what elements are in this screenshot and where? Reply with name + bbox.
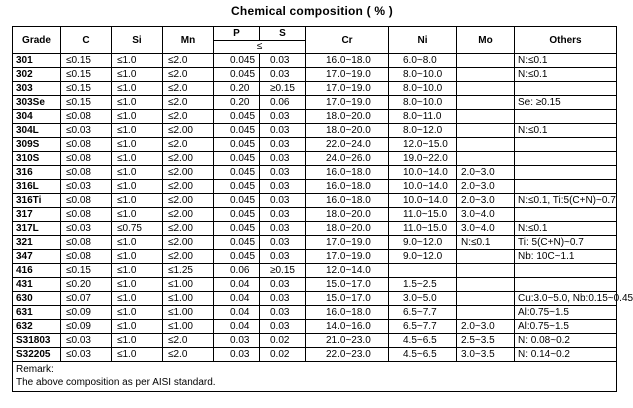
remark-cell (13, 362, 617, 392)
cell-c: ≤0.03 (61, 124, 112, 138)
cell-cr: 17.0~19.0 (306, 96, 389, 110)
cell-grade: 301 (13, 54, 61, 68)
cell-mn: ≤2.0 (163, 138, 214, 152)
cell-c: ≤0.20 (61, 278, 112, 292)
cell-si: ≤0.75 (112, 222, 163, 236)
cell-grade: 304L (13, 124, 61, 138)
cell-mo (457, 292, 515, 306)
cell-mo (457, 138, 515, 152)
cell-s: 0.03 (260, 138, 306, 152)
cell-ni: 1.5~2.5 (389, 278, 457, 292)
cell-p: 0.03 (214, 334, 260, 348)
cell-others (515, 110, 617, 124)
cell-s: 0.06 (260, 96, 306, 110)
cell-mo (457, 124, 515, 138)
chemical-composition-table (12, 26, 633, 392)
cell-cr: 18.0~20.0 (306, 124, 389, 138)
cell-ni: 6.0~8.0 (389, 54, 457, 68)
header-mn: Mn (163, 27, 214, 54)
cell-mo: 2.0~3.0 (457, 166, 515, 180)
cell-p: 0.06 (214, 264, 260, 278)
cell-ni: 3.0~5.0 (389, 292, 457, 306)
cell-mn: ≤2.0 (163, 110, 214, 124)
cell-mn: ≤2.00 (163, 250, 214, 264)
cell-s: 0.03 (260, 278, 306, 292)
cell-p: 0.045 (214, 54, 260, 68)
cell-mn: ≤2.0 (163, 68, 214, 82)
cell-c: ≤0.08 (61, 166, 112, 180)
cell-others (515, 166, 617, 180)
cell-cr: 18.0~20.0 (306, 208, 389, 222)
cell-c: ≤0.08 (61, 110, 112, 124)
cell-ni: 8.0~11.0 (389, 110, 457, 124)
cell-grade: 316 (13, 166, 61, 180)
cell-mn: ≤1.00 (163, 278, 214, 292)
cell-c: ≤0.08 (61, 194, 112, 208)
header-others: Others (515, 27, 617, 54)
cell-cr: 17.0~19.0 (306, 236, 389, 250)
cell-c: ≤0.08 (61, 236, 112, 250)
cell-others: N:≤0.1 (515, 54, 617, 68)
table-row (13, 68, 617, 82)
cell-si: ≤1.0 (112, 110, 163, 124)
header-max-symbol: ≤ (214, 40, 306, 54)
cell-ni: 9.0~12.0 (389, 250, 457, 264)
cell-mo (457, 96, 515, 110)
cell-grade: 630 (13, 292, 61, 306)
cell-others: Al:0.75~1.5 (515, 320, 617, 334)
cell-others: Nb: 10C~1.1 (515, 250, 617, 264)
cell-c: ≤0.09 (61, 320, 112, 334)
cell-mo: 3.0~4.0 (457, 208, 515, 222)
cell-si: ≤1.0 (112, 54, 163, 68)
cell-grade: 632 (13, 320, 61, 334)
remark-text: The above composition as per AISI standard. (16, 377, 216, 388)
cell-ni: 6.5~7.7 (389, 306, 457, 320)
cell-c: ≤0.03 (61, 222, 112, 236)
cell-mn: ≤2.0 (163, 96, 214, 110)
table-body (13, 54, 633, 362)
cell-s: 0.03 (260, 208, 306, 222)
cell-p: 0.045 (214, 222, 260, 236)
cell-cr: 16.0~18.0 (306, 194, 389, 208)
table-row (13, 82, 617, 96)
cell-others: N: 0.08~0.2 (515, 334, 617, 348)
header-grade: Grade (13, 27, 61, 54)
cell-mo: 3.0~3.5 (457, 348, 515, 362)
cell-cr: 15.0~17.0 (306, 292, 389, 306)
cell-ni: 10.0~14.0 (389, 180, 457, 194)
cell-c: ≤0.15 (61, 54, 112, 68)
cell-s: 0.03 (260, 110, 306, 124)
cell-grade: 302 (13, 68, 61, 82)
cell-si: ≤1.0 (112, 236, 163, 250)
cell-s: 0.03 (260, 320, 306, 334)
cell-mo (457, 278, 515, 292)
cell-ni: 10.0~14.0 (389, 194, 457, 208)
cell-mo (457, 54, 515, 68)
cell-mo (457, 250, 515, 264)
cell-si: ≤1.0 (112, 124, 163, 138)
cell-ni: 4.5~6.5 (389, 348, 457, 362)
cell-si: ≤1.0 (112, 348, 163, 362)
cell-si: ≤1.0 (112, 180, 163, 194)
cell-cr: 14.0~16.0 (306, 320, 389, 334)
cell-others: Ti: 5(C+N)~0.7 (515, 236, 617, 250)
cell-others: N: 0.14~0.2 (515, 348, 617, 362)
cell-mn: ≤2.0 (163, 54, 214, 68)
header-p: P (214, 27, 260, 41)
cell-p: 0.045 (214, 208, 260, 222)
cell-others (515, 82, 617, 96)
table-row (13, 96, 617, 110)
cell-si: ≤1.0 (112, 334, 163, 348)
cell-c: ≤0.08 (61, 152, 112, 166)
cell-mn: ≤2.00 (163, 208, 214, 222)
cell-ni: 9.0~12.0 (389, 236, 457, 250)
cell-others: N:≤0.1, Ti:5(C+N)~0.7 (515, 194, 617, 208)
cell-grade: 303Se (13, 96, 61, 110)
cell-cr: 21.0~23.0 (306, 334, 389, 348)
cell-mn: ≤2.0 (163, 348, 214, 362)
cell-cr: 17.0~19.0 (306, 250, 389, 264)
cell-si: ≤1.0 (112, 264, 163, 278)
cell-others: Cu:3.0~5.0, Nb:0.15~0.45 (515, 292, 617, 306)
cell-others: N:≤0.1 (515, 68, 617, 82)
cell-s: 0.03 (260, 194, 306, 208)
cell-ni: 11.0~15.0 (389, 222, 457, 236)
table-row (13, 180, 617, 194)
cell-ni: 4.5~6.5 (389, 334, 457, 348)
cell-si: ≤1.0 (112, 68, 163, 82)
cell-p: 0.045 (214, 166, 260, 180)
table-row (13, 138, 617, 152)
cell-p: 0.045 (214, 68, 260, 82)
table-row (13, 110, 617, 124)
table-row (13, 208, 617, 222)
cell-grade: 310S (13, 152, 61, 166)
cell-others (515, 208, 617, 222)
cell-ni: 8.0~10.0 (389, 82, 457, 96)
cell-p: 0.045 (214, 236, 260, 250)
cell-s: 0.03 (260, 54, 306, 68)
table-row (13, 320, 617, 334)
cell-ni (389, 264, 457, 278)
cell-grade: 347 (13, 250, 61, 264)
cell-cr: 18.0~20.0 (306, 110, 389, 124)
cell-grade: S31803 (13, 334, 61, 348)
cell-cr: 16.0~18.0 (306, 166, 389, 180)
cell-grade: 304 (13, 110, 61, 124)
cell-s: ≥0.15 (260, 264, 306, 278)
header-ni: Ni (389, 27, 457, 54)
cell-others (515, 138, 617, 152)
cell-p: 0.045 (214, 110, 260, 124)
cell-cr: 16.0~18.0 (306, 306, 389, 320)
cell-others (515, 180, 617, 194)
cell-mn: ≤2.0 (163, 334, 214, 348)
table-row (13, 264, 617, 278)
cell-s: 0.02 (260, 334, 306, 348)
header-si: Si (112, 27, 163, 54)
cell-si: ≤1.0 (112, 96, 163, 110)
cell-cr: 24.0~26.0 (306, 152, 389, 166)
cell-c: ≤0.15 (61, 96, 112, 110)
cell-cr: 22.0~23.0 (306, 348, 389, 362)
cell-si: ≤1.0 (112, 278, 163, 292)
cell-c: ≤0.03 (61, 180, 112, 194)
cell-ni: 19.0~22.0 (389, 152, 457, 166)
cell-s: 0.03 (260, 180, 306, 194)
cell-grade: 431 (13, 278, 61, 292)
table-row (13, 166, 617, 180)
cell-s: 0.03 (260, 222, 306, 236)
cell-grade: S32205 (13, 348, 61, 362)
cell-cr: 22.0~24.0 (306, 138, 389, 152)
cell-p: 0.20 (214, 96, 260, 110)
cell-mo (457, 152, 515, 166)
cell-c: ≤0.09 (61, 306, 112, 320)
table-row (13, 334, 617, 348)
cell-si: ≤1.0 (112, 306, 163, 320)
cell-p: 0.04 (214, 292, 260, 306)
cell-mo: 2.5~3.5 (457, 334, 515, 348)
cell-others: N:≤0.1 (515, 222, 617, 236)
table-row (13, 152, 617, 166)
cell-si: ≤1.0 (112, 166, 163, 180)
cell-mn: ≤1.00 (163, 320, 214, 334)
cell-si: ≤1.0 (112, 320, 163, 334)
cell-mn: ≤1.25 (163, 264, 214, 278)
cell-mo: 2.0~3.0 (457, 180, 515, 194)
table-row (13, 236, 617, 250)
table-row (13, 194, 617, 208)
table-row (13, 348, 617, 362)
cell-s: 0.03 (260, 124, 306, 138)
cell-s: 0.03 (260, 68, 306, 82)
cell-p: 0.045 (214, 138, 260, 152)
cell-mn: ≤1.00 (163, 292, 214, 306)
cell-cr: 12.0~14.0 (306, 264, 389, 278)
cell-mn: ≤2.00 (163, 222, 214, 236)
cell-ni: 8.0~10.0 (389, 68, 457, 82)
cell-c: ≤0.03 (61, 348, 112, 362)
cell-si: ≤1.0 (112, 82, 163, 96)
cell-s: 0.03 (260, 236, 306, 250)
header-cr: Cr (306, 27, 389, 54)
cell-si: ≤1.0 (112, 194, 163, 208)
cell-si: ≤1.0 (112, 292, 163, 306)
cell-others: Se: ≥0.15 (515, 96, 617, 110)
table-row (13, 54, 617, 68)
cell-s: 0.02 (260, 348, 306, 362)
table-row (13, 124, 617, 138)
cell-p: 0.045 (214, 250, 260, 264)
cell-p: 0.03 (214, 348, 260, 362)
table-row (13, 278, 617, 292)
cell-s: 0.03 (260, 250, 306, 264)
cell-others (515, 264, 617, 278)
remark-label: Remark: (16, 364, 54, 375)
cell-grade: 303 (13, 82, 61, 96)
cell-mn: ≤2.00 (163, 124, 214, 138)
cell-si: ≤1.0 (112, 138, 163, 152)
cell-mn: ≤2.00 (163, 180, 214, 194)
cell-p: 0.045 (214, 152, 260, 166)
cell-s: 0.03 (260, 166, 306, 180)
cell-c: ≤0.15 (61, 68, 112, 82)
cell-cr: 18.0~20.0 (306, 222, 389, 236)
cell-grade: 321 (13, 236, 61, 250)
cell-p: 0.045 (214, 124, 260, 138)
cell-grade: 316L (13, 180, 61, 194)
cell-mn: ≤2.00 (163, 152, 214, 166)
cell-mo: 2.0~3.0 (457, 320, 515, 334)
cell-grade: 416 (13, 264, 61, 278)
header-mo: Mo (457, 27, 515, 54)
cell-mn: ≤2.00 (163, 166, 214, 180)
table-row (13, 222, 617, 236)
cell-cr: 17.0~19.0 (306, 82, 389, 96)
cell-cr: 17.0~19.0 (306, 68, 389, 82)
cell-ni: 8.0~12.0 (389, 124, 457, 138)
cell-s: 0.03 (260, 292, 306, 306)
cell-ni: 8.0~10.0 (389, 96, 457, 110)
cell-ni: 11.0~15.0 (389, 208, 457, 222)
cell-si: ≤1.0 (112, 250, 163, 264)
cell-mo (457, 110, 515, 124)
header-c: C (61, 27, 112, 54)
cell-others (515, 152, 617, 166)
cell-c: ≤0.15 (61, 82, 112, 96)
cell-grade: 317 (13, 208, 61, 222)
cell-mo: 3.0~4.0 (457, 222, 515, 236)
table-row (13, 292, 617, 306)
cell-grade: 631 (13, 306, 61, 320)
cell-others (515, 278, 617, 292)
cell-s: ≥0.15 (260, 82, 306, 96)
cell-p: 0.04 (214, 278, 260, 292)
cell-p: 0.04 (214, 320, 260, 334)
cell-grade: 317L (13, 222, 61, 236)
cell-c: ≤0.07 (61, 292, 112, 306)
cell-grade: 309S (13, 138, 61, 152)
cell-mo (457, 68, 515, 82)
cell-mn: ≤2.00 (163, 194, 214, 208)
cell-others: N:≤0.1 (515, 124, 617, 138)
cell-mo (457, 306, 515, 320)
cell-mn: ≤2.0 (163, 82, 214, 96)
cell-cr: 15.0~17.0 (306, 278, 389, 292)
cell-mn: ≤1.00 (163, 306, 214, 320)
cell-others: Al:0.75~1.5 (515, 306, 617, 320)
cell-c: ≤0.08 (61, 250, 112, 264)
cell-c: ≤0.03 (61, 334, 112, 348)
cell-ni: 6.5~7.7 (389, 320, 457, 334)
cell-mo: 2.0~3.0 (457, 194, 515, 208)
cell-p: 0.20 (214, 82, 260, 96)
cell-p: 0.045 (214, 194, 260, 208)
cell-grade: 316Ti (13, 194, 61, 208)
cell-mo (457, 82, 515, 96)
cell-mo (457, 264, 515, 278)
table-row (13, 306, 617, 320)
table-title: Chemical composition ( % ) (231, 4, 393, 18)
cell-p: 0.04 (214, 306, 260, 320)
cell-ni: 12.0~15.0 (389, 138, 457, 152)
cell-c: ≤0.08 (61, 138, 112, 152)
cell-s: 0.03 (260, 152, 306, 166)
cell-c: ≤0.15 (61, 264, 112, 278)
cell-mo: N:≤0.1 (457, 236, 515, 250)
cell-si: ≤1.0 (112, 208, 163, 222)
cell-si: ≤1.0 (112, 152, 163, 166)
header-s: S (260, 27, 306, 41)
cell-cr: 16.0~18.0 (306, 54, 389, 68)
cell-s: 0.03 (260, 306, 306, 320)
table-row (13, 250, 617, 264)
cell-mn: ≤2.00 (163, 236, 214, 250)
cell-c: ≤0.08 (61, 208, 112, 222)
cell-ni: 10.0~14.0 (389, 166, 457, 180)
cell-p: 0.045 (214, 180, 260, 194)
cell-cr: 16.0~18.0 (306, 180, 389, 194)
